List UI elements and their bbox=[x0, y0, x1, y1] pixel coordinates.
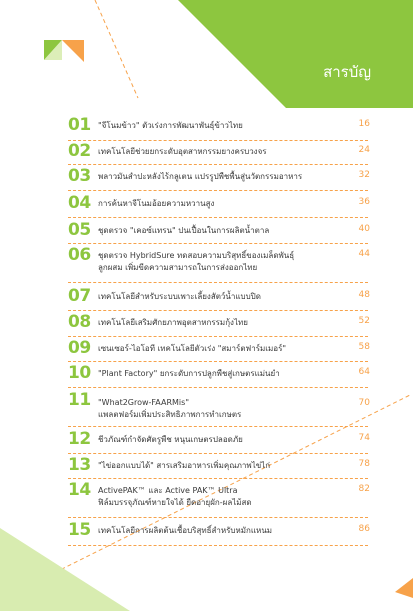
entry-title: "What2Grow-FAARMis" แพลตฟอร์มเพิ่มประสิทธิภาพการทำเกษตร bbox=[98, 398, 242, 419]
entry-page: 48 bbox=[358, 290, 370, 300]
entry-title: พลาวมันสำปะหลังไร้กลูเตน แปรรูปพืชพื้นสู่นวัตกรรมอาหาร bbox=[98, 172, 303, 181]
entry-title: ชุดตรวจ "เคอซ์แทรน" ปนเปื้อนในการผลิตน้ำตาล bbox=[98, 226, 270, 235]
divider bbox=[68, 361, 368, 362]
divider bbox=[68, 426, 368, 427]
divider bbox=[68, 282, 368, 283]
entry-number: 12 bbox=[68, 429, 91, 449]
entry-title: "จีโนมข้าว" ตัวเร่งการพัฒนาพันธุ์ข้าวไทย bbox=[98, 121, 243, 130]
entry-title: ชีวภัณฑ์กำจัดศัตรูพืช หนุนเกษตรปลอดภัย bbox=[98, 435, 243, 444]
divider bbox=[68, 217, 368, 218]
entry-title: เทคโนโลยีเสริมศักยภาพอุตสาหกรรมกุ้งไทย bbox=[98, 318, 248, 327]
entry-page: 16 bbox=[358, 119, 370, 129]
entry-page: 78 bbox=[358, 459, 370, 469]
entry-title: เทคโนโลยีสำหรับระบบเพาะเลี้ยงสัตว์น้ำแบบปิด bbox=[98, 292, 261, 301]
entry-page: 70 bbox=[358, 398, 370, 408]
entry-number: 07 bbox=[68, 286, 91, 306]
divider bbox=[68, 387, 368, 388]
entry-number: 02 bbox=[68, 141, 91, 161]
entry-page: 74 bbox=[358, 433, 370, 443]
entry-number: 11 bbox=[68, 390, 91, 410]
entry-number: 08 bbox=[68, 312, 91, 332]
entry-page: 82 bbox=[358, 484, 370, 494]
entry-page: 24 bbox=[358, 145, 370, 155]
entry-title: "ไข่ออกแบบได้" สารเสริมอาหารเพิ่มคุณภาพไข่ไก่ bbox=[98, 461, 271, 470]
entry-title: "Plant Factory" ยกระดับการปลูกพืชสู่เกษตรแม่นยำ bbox=[98, 369, 280, 378]
entry-number: 10 bbox=[68, 363, 91, 383]
entry-number: 04 bbox=[68, 193, 91, 213]
entry-number: 13 bbox=[68, 455, 91, 475]
entry-number: 03 bbox=[68, 166, 91, 186]
entry-title: เทคโนโลยีการผลิตต้นเชื้อบริสุทธิ์สำหรับหมักแหนม bbox=[98, 526, 273, 535]
entry-title: เซนเซอร์-ไอโอที เทคโนโลยีตัวเร่ง "สมาร์ตฟาร์มเมอร์" bbox=[98, 344, 287, 353]
entry-page: 36 bbox=[358, 197, 370, 207]
entry-number: 05 bbox=[68, 220, 91, 240]
divider bbox=[68, 478, 368, 479]
entry-number: 14 bbox=[68, 480, 91, 500]
entry-title: การค้นหาจีโนมอ้อยความหวานสูง bbox=[98, 199, 215, 208]
entry-page: 52 bbox=[358, 316, 370, 326]
entry-number: 15 bbox=[68, 520, 91, 540]
divider bbox=[68, 164, 368, 165]
entry-title: เทคโนโลยีช่วยยกระดับอุตสาหกรรมยางครบวงจร bbox=[98, 147, 267, 156]
divider bbox=[68, 190, 368, 191]
entry-title: ActivePAK™ และ Active PAK™ Ultra ฟิล์มบรรจุภัณฑ์หายใจได้ ยืดอายุผัก-ผลไม้สด bbox=[98, 486, 252, 507]
divider bbox=[68, 545, 368, 546]
entry-page: 40 bbox=[358, 224, 370, 234]
entry-number: 09 bbox=[68, 338, 91, 358]
entry-number: 06 bbox=[68, 245, 91, 265]
divider bbox=[68, 243, 368, 244]
divider bbox=[68, 336, 368, 337]
entry-page: 86 bbox=[358, 524, 370, 534]
entry-page: 64 bbox=[358, 367, 370, 377]
entry-page: 58 bbox=[358, 342, 370, 352]
divider bbox=[68, 517, 368, 518]
divider bbox=[68, 310, 368, 311]
entry-page: 44 bbox=[358, 249, 370, 259]
entry-title: ชุดตรวจ HybridSure ทดสอบความบริสุทธิ์ของเมล็ดพันธุ์ ลูกผสม เพิ่มขีดความสามารถในการส่งออกไทย bbox=[98, 251, 295, 272]
divider bbox=[68, 453, 368, 454]
divider bbox=[68, 140, 368, 141]
entry-number: 01 bbox=[68, 115, 91, 135]
entry-page: 32 bbox=[358, 170, 370, 180]
page-title: สารบัญ bbox=[323, 63, 371, 81]
